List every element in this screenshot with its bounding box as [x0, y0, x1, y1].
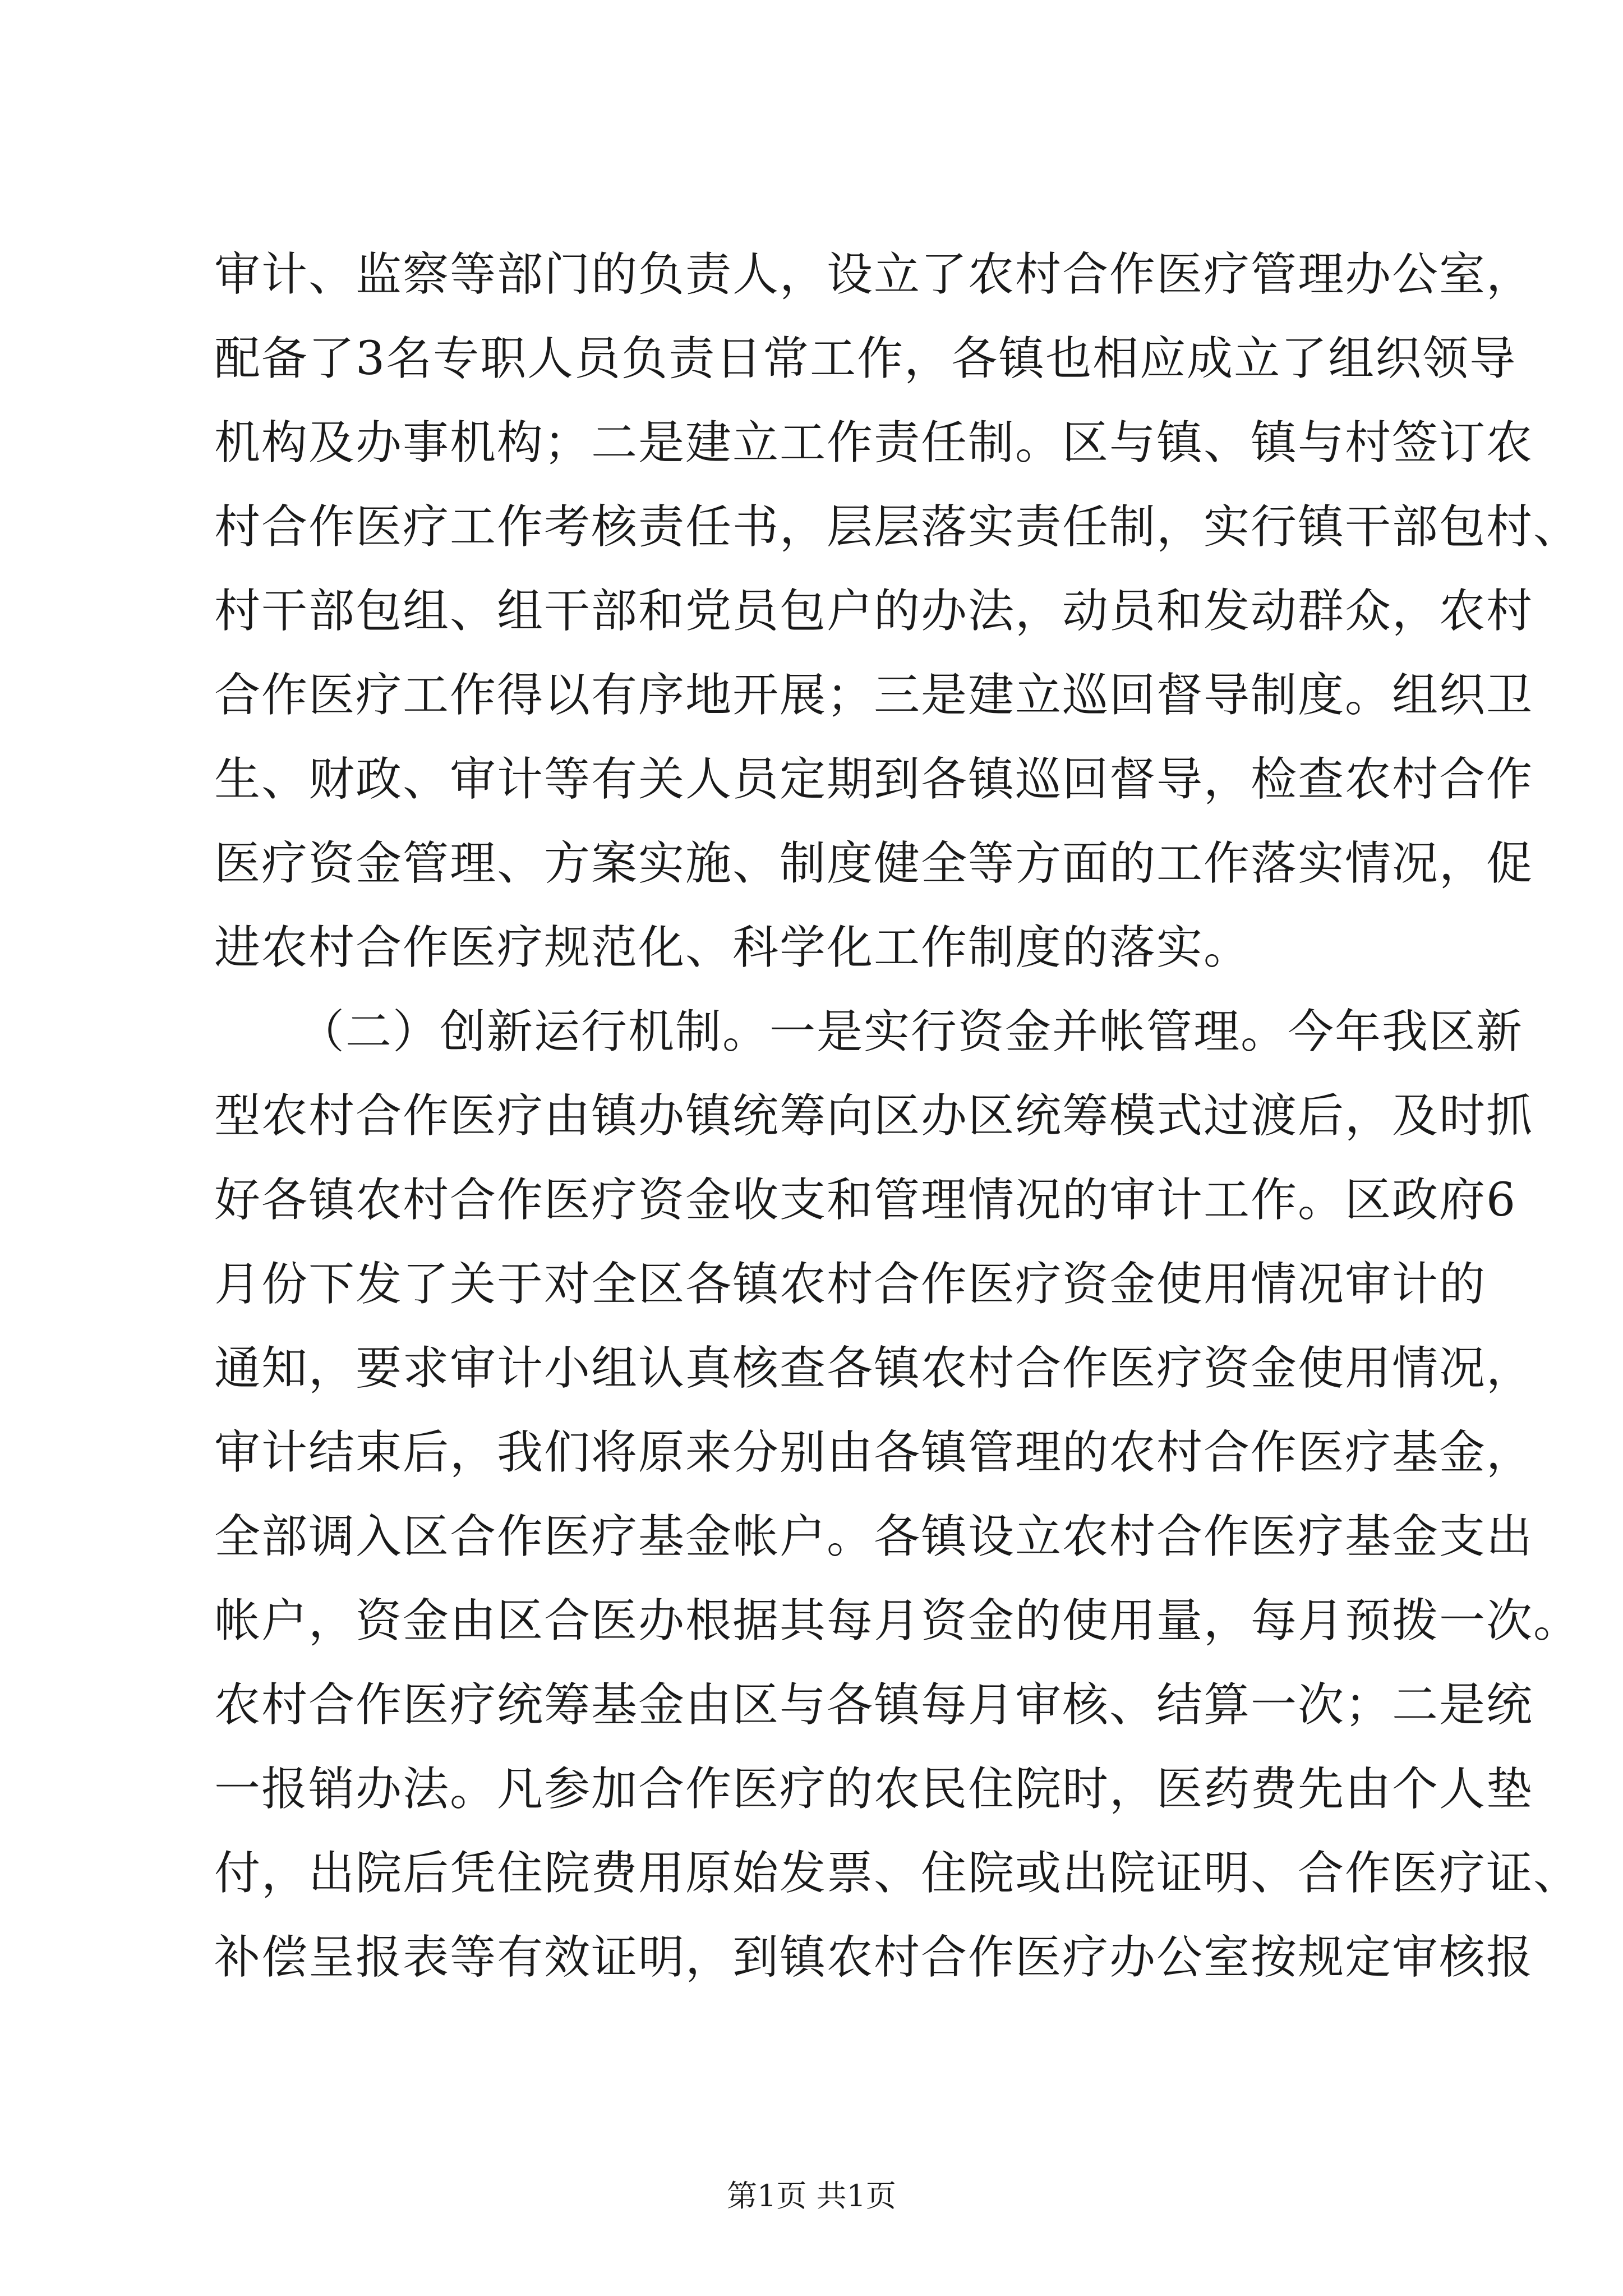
- body-line-15: 审计结束后，我们将原来分别由各镇管理的农村合作医疗基金，: [214, 1426, 1534, 1479]
- body-line-18: 农村合作医疗统筹基金由区与各镇每月审核、结算一次；二是统: [214, 1678, 1534, 1732]
- paragraph-2-first-line: （二）创新运行机制。一是实行资金并帐管理。今年我区新: [298, 1005, 1524, 1059]
- body-line-13: 月份下发了关于对全区各镇农村合作医疗资金使用情况审计的: [214, 1258, 1487, 1311]
- body-line-17: 帐户，资金由区合医办根据其每月资金的使用量，每月预拨一次。: [214, 1594, 1581, 1648]
- body-line-1: 审计、监察等部门的负责人，设立了农村合作医疗管理办公室，: [214, 248, 1534, 301]
- body-line-9: 进农村合作医疗规范化、科学化工作制度的落实。: [214, 921, 1251, 974]
- body-line-14: 通知，要求审计小组认真核查各镇农村合作医疗资金使用情况，: [214, 1342, 1534, 1395]
- body-line-3: 机构及办事机构；二是建立工作责任制。区与镇、镇与村签订农: [214, 416, 1534, 470]
- page-footer: 第1页 共1页: [727, 2178, 896, 2214]
- body-line-7: 生、财政、审计等有关人员定期到各镇巡回督导，检查农村合作: [214, 753, 1534, 806]
- body-line-6: 合作医疗工作得以有序地开展；三是建立巡回督导制度。组织卫: [214, 669, 1534, 722]
- body-line-5: 村干部包组、组干部和党员包户的办法，动员和发动群众，农村: [214, 585, 1534, 638]
- body-line-4: 村合作医疗工作考核责任书，层层落实责任制，实行镇干部包村、: [214, 500, 1581, 554]
- body-line-12: 好各镇农村合作医疗资金收支和管理情况的审计工作。区政府6: [214, 1174, 1517, 1227]
- body-line-2: 配备了3名专职人员负责日常工作，各镇也相应成立了组织领导: [214, 332, 1517, 385]
- body-line-21: 补偿呈报表等有效证明，到镇农村合作医疗办公室按规定审核报: [214, 1931, 1534, 1984]
- body-line-19: 一报销办法。凡参加合作医疗的农民住院时，医药费先由个人垫: [214, 1763, 1534, 1816]
- body-line-11: 型农村合作医疗由镇办镇统筹向区办区统筹模式过渡后，及时抓: [214, 1089, 1534, 1143]
- body-line-16: 全部调入区合作医疗基金帐户。各镇设立农村合作医疗基金支出: [214, 1510, 1534, 1563]
- body-line-20: 付，出院后凭住院费用原始发票、住院或出院证明、合作医疗证、: [214, 1847, 1581, 1900]
- body-line-8: 医疗资金管理、方案实施、制度健全等方面的工作落实情况，促: [214, 837, 1534, 890]
